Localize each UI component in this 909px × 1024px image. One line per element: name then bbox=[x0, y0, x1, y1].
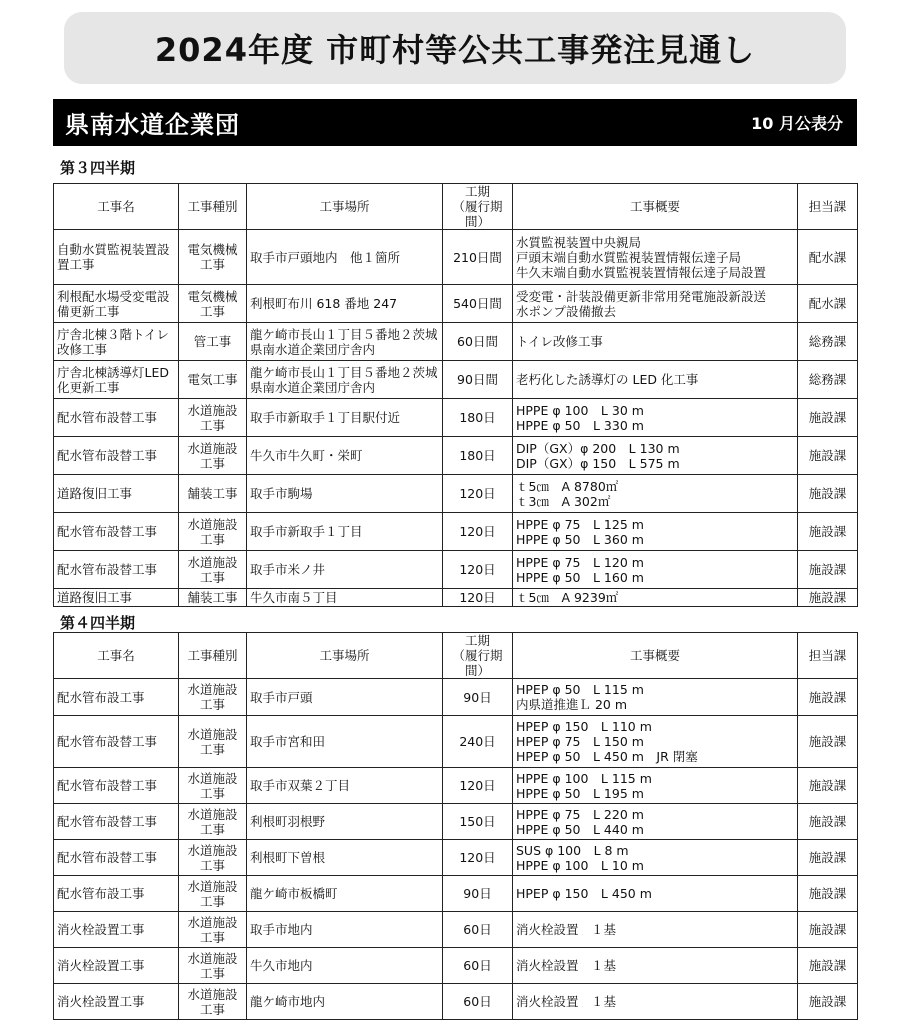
cell-dept: 施設課 bbox=[798, 475, 858, 513]
summary-line: HPPE φ 50 L 440 m bbox=[516, 821, 644, 837]
summary-line: HPEP φ 150 L 450 m bbox=[516, 886, 652, 901]
cell-name: 庁舎北棟誘導灯LED 化更新工事 bbox=[54, 361, 179, 399]
summary-line: HPPE φ 75 L 125 m bbox=[516, 516, 644, 532]
header-place: 工事場所 bbox=[247, 633, 443, 679]
cell-period: 90日 bbox=[443, 679, 513, 716]
summary-line: ｔ5㎝ A 8780㎡ bbox=[516, 478, 619, 494]
cell-period: 120日 bbox=[443, 513, 513, 551]
cell-type: 舗装工事 bbox=[179, 475, 247, 513]
cell-summary bbox=[513, 323, 798, 361]
organization-name: 県南水道企業団 bbox=[65, 111, 240, 139]
summary-line: HPPE φ 50 L 195 m bbox=[516, 785, 644, 801]
table-row bbox=[54, 840, 858, 876]
cell-dept: 総務課 bbox=[798, 361, 858, 399]
organization-bar bbox=[53, 99, 857, 146]
summary-line: 受変電・計装設備更新非常用発電施設新設送 bbox=[516, 288, 767, 304]
table-row bbox=[54, 716, 858, 768]
cell-period: 60日間 bbox=[443, 323, 513, 361]
summary-line: HPPE φ 50 L 160 m bbox=[516, 569, 644, 585]
cell-period: 150日 bbox=[443, 804, 513, 840]
summary-line: HPPE φ 75 L 220 m bbox=[516, 806, 644, 822]
table-row bbox=[54, 768, 858, 804]
cell-type: 水道施設工事 bbox=[179, 679, 247, 716]
table-row bbox=[54, 804, 858, 840]
cell-name: 庁舎北棟３階トイレ改修工事 bbox=[54, 323, 179, 361]
summary-line: 消火栓設置 １基 bbox=[516, 958, 617, 973]
cell-name: 消火栓設置工事 bbox=[54, 984, 179, 1020]
header-summary: 工事概要 bbox=[513, 633, 798, 679]
cell-type: 水道施設工事 bbox=[179, 912, 247, 948]
cell-place: 龍ケ崎市長山１丁目５番地２茨城県南水道企業団庁舎内 bbox=[247, 323, 443, 361]
summary-line: 内県道推進Ｌ 20 m bbox=[516, 697, 628, 712]
cell-place: 取手市駒場 bbox=[247, 475, 443, 513]
cell-place: 牛久市地内 bbox=[247, 948, 443, 984]
header-place: 工事場所 bbox=[247, 184, 443, 230]
table-row bbox=[54, 589, 858, 607]
cell-type: 舗装工事 bbox=[179, 589, 247, 607]
cell-type: 水道施設工事 bbox=[179, 399, 247, 437]
cell-period: 240日 bbox=[443, 716, 513, 768]
summary-line: ｔ3㎝ A 302㎡ bbox=[516, 493, 611, 509]
cell-name: 道路復旧工事 bbox=[54, 589, 179, 607]
cell-type: 水道施設工事 bbox=[179, 984, 247, 1020]
header-dept: 担当課 bbox=[798, 184, 858, 230]
cell-name: 配水管布設替工事 bbox=[54, 804, 179, 840]
cell-name: 消火栓設置工事 bbox=[54, 948, 179, 984]
table-row bbox=[54, 361, 858, 399]
cell-summary bbox=[513, 840, 798, 876]
cell-summary bbox=[513, 948, 798, 984]
cell-dept: 総務課 bbox=[798, 323, 858, 361]
cell-period: 60日 bbox=[443, 948, 513, 984]
cell-period: 210日間 bbox=[443, 230, 513, 285]
cell-summary bbox=[513, 437, 798, 475]
cell-dept: 施設課 bbox=[798, 513, 858, 551]
cell-place: 取手市宮和田 bbox=[247, 716, 443, 768]
header-name: 工事名 bbox=[54, 184, 179, 230]
cell-dept: 施設課 bbox=[798, 876, 858, 912]
cell-period: 120日 bbox=[443, 475, 513, 513]
header-summary: 工事概要 bbox=[513, 184, 798, 230]
summary-line: SUS φ 100 L 8 m bbox=[516, 842, 629, 858]
table-row bbox=[54, 437, 858, 475]
cell-place: 取手市双葉２丁目 bbox=[247, 768, 443, 804]
cell-place: 取手市地内 bbox=[247, 912, 443, 948]
cell-period: 120日 bbox=[443, 840, 513, 876]
cell-type: 水道施設工事 bbox=[179, 840, 247, 876]
table-row bbox=[54, 912, 858, 948]
table-row bbox=[54, 984, 858, 1020]
table-row bbox=[54, 399, 858, 437]
cell-name: 道路復旧工事 bbox=[54, 475, 179, 513]
cell-place: 利根町下曽根 bbox=[247, 840, 443, 876]
header-name: 工事名 bbox=[54, 633, 179, 679]
summary-line: HPPE φ 75 L 120 m bbox=[516, 554, 644, 570]
cell-period: 60日 bbox=[443, 984, 513, 1020]
cell-dept: 施設課 bbox=[798, 804, 858, 840]
table-q4 bbox=[53, 632, 858, 1020]
cell-place: 龍ケ崎市板橋町 bbox=[247, 876, 443, 912]
cell-place: 取手市新取手１丁目 bbox=[247, 513, 443, 551]
header-period: 工期 （履行期間） bbox=[443, 184, 513, 230]
cell-type: 水道施設工事 bbox=[179, 437, 247, 475]
summary-line: 消火栓設置 １基 bbox=[516, 994, 617, 1009]
cell-dept: 施設課 bbox=[798, 589, 858, 607]
cell-dept: 施設課 bbox=[798, 399, 858, 437]
table-row bbox=[54, 285, 858, 323]
cell-summary bbox=[513, 285, 798, 323]
cell-type: 水道施設工事 bbox=[179, 716, 247, 768]
summary-line: HPEP φ 50 L 115 m bbox=[516, 682, 644, 697]
cell-place: 利根町羽根野 bbox=[247, 804, 443, 840]
cell-summary bbox=[513, 513, 798, 551]
cell-name: 配水管布設替工事 bbox=[54, 551, 179, 589]
header-dept: 担当課 bbox=[798, 633, 858, 679]
table-row bbox=[54, 513, 858, 551]
table-row bbox=[54, 876, 858, 912]
table-q3 bbox=[53, 183, 858, 607]
cell-name: 利根配水場受変電設備更新工事 bbox=[54, 285, 179, 323]
section-label-q4: 第４四半期 bbox=[60, 614, 136, 632]
table-row bbox=[54, 230, 858, 285]
summary-line: DIP（GX）φ 200 L 130 m bbox=[516, 440, 680, 456]
cell-summary bbox=[513, 768, 798, 804]
summary-line: HPEP φ 50 L 450 m JR 閉塞 bbox=[516, 749, 698, 764]
cell-name: 配水管布設替工事 bbox=[54, 840, 179, 876]
header-type: 工事種別 bbox=[179, 633, 247, 679]
cell-place: 牛久市南５丁目 bbox=[247, 589, 443, 607]
cell-name: 配水管布設工事 bbox=[54, 876, 179, 912]
cell-summary bbox=[513, 716, 798, 768]
summary-line: トイレ改修工事 bbox=[516, 334, 603, 349]
cell-type: 管工事 bbox=[179, 323, 247, 361]
cell-period: 60日 bbox=[443, 912, 513, 948]
cell-place: 牛久市牛久町・栄町 bbox=[247, 437, 443, 475]
cell-summary bbox=[513, 679, 798, 716]
table-row bbox=[54, 551, 858, 589]
header-period: 工期 （履行期間） bbox=[443, 633, 513, 679]
cell-type: 水道施設工事 bbox=[179, 551, 247, 589]
cell-type: 電気工事 bbox=[179, 361, 247, 399]
cell-dept: 施設課 bbox=[798, 679, 858, 716]
cell-period: 180日 bbox=[443, 399, 513, 437]
cell-dept: 施設課 bbox=[798, 912, 858, 948]
table-row bbox=[54, 475, 858, 513]
table-header bbox=[54, 633, 858, 679]
summary-line: HPPE φ 50 L 360 m bbox=[516, 531, 644, 547]
cell-name: 配水管布設替工事 bbox=[54, 716, 179, 768]
summary-line: 水質監視装置中央親局 bbox=[516, 234, 642, 250]
cell-name: 配水管布設替工事 bbox=[54, 399, 179, 437]
cell-summary bbox=[513, 876, 798, 912]
summary-line: HPPE φ 100 L 10 m bbox=[516, 857, 644, 873]
summary-line: HPEP φ 150 L 110 m bbox=[516, 719, 652, 734]
summary-line: 老朽化した誘導灯の LED 化工事 bbox=[516, 372, 699, 387]
cell-type: 水道施設工事 bbox=[179, 513, 247, 551]
cell-summary bbox=[513, 399, 798, 437]
summary-line: HPPE φ 50 L 330 m bbox=[516, 417, 644, 433]
cell-dept: 配水課 bbox=[798, 230, 858, 285]
cell-name: 配水管布設替工事 bbox=[54, 513, 179, 551]
cell-dept: 施設課 bbox=[798, 437, 858, 475]
cell-place: 龍ケ崎市長山１丁目５番地２茨城県南水道企業団庁舎内 bbox=[247, 361, 443, 399]
cell-summary bbox=[513, 912, 798, 948]
summary-line: 水ポンプ設備撤去 bbox=[516, 303, 617, 319]
cell-period: 120日 bbox=[443, 589, 513, 607]
cell-type: 水道施設工事 bbox=[179, 876, 247, 912]
cell-name: 配水管布設替工事 bbox=[54, 768, 179, 804]
cell-summary bbox=[513, 475, 798, 513]
cell-dept: 施設課 bbox=[798, 768, 858, 804]
page-title: 2024年度 市町村等公共工事発注見通し bbox=[64, 12, 846, 84]
table-header bbox=[54, 184, 858, 230]
cell-dept: 配水課 bbox=[798, 285, 858, 323]
summary-line: HPPE φ 100 L 30 m bbox=[516, 402, 644, 418]
cell-period: 90日 bbox=[443, 876, 513, 912]
cell-period: 120日 bbox=[443, 551, 513, 589]
cell-type: 電気機械工事 bbox=[179, 230, 247, 285]
cell-type: 水道施設工事 bbox=[179, 768, 247, 804]
table-row bbox=[54, 948, 858, 984]
cell-dept: 施設課 bbox=[798, 984, 858, 1020]
cell-type: 水道施設工事 bbox=[179, 948, 247, 984]
summary-line: 戸頭末端自動水質監視装置情報伝達子局 bbox=[516, 249, 742, 265]
cell-place: 取手市戸頭地内 他１箇所 bbox=[247, 230, 443, 285]
cell-period: 540日間 bbox=[443, 285, 513, 323]
summary-line: DIP（GX）φ 150 L 575 m bbox=[516, 455, 680, 471]
cell-period: 180日 bbox=[443, 437, 513, 475]
cell-summary bbox=[513, 551, 798, 589]
cell-place: 龍ケ崎市地内 bbox=[247, 984, 443, 1020]
summary-line: 牛久末端自動水質監視装置情報伝達子局設置 bbox=[516, 264, 767, 280]
header-type: 工事種別 bbox=[179, 184, 247, 230]
cell-dept: 施設課 bbox=[798, 551, 858, 589]
section-label-q3: 第３四半期 bbox=[60, 159, 136, 177]
table-row bbox=[54, 323, 858, 361]
cell-summary bbox=[513, 589, 798, 607]
cell-dept: 施設課 bbox=[798, 840, 858, 876]
release-label: 10 月公表分 bbox=[751, 114, 843, 133]
cell-dept: 施設課 bbox=[798, 716, 858, 768]
cell-name: 配水管布設替工事 bbox=[54, 437, 179, 475]
cell-type: 水道施設工事 bbox=[179, 804, 247, 840]
cell-place: 取手市米ノ井 bbox=[247, 551, 443, 589]
cell-name: 自動水質監視装置設置工事 bbox=[54, 230, 179, 285]
cell-place: 利根町布川 618 番地 247 bbox=[247, 285, 443, 323]
table-row bbox=[54, 679, 858, 716]
cell-period: 90日間 bbox=[443, 361, 513, 399]
cell-place: 取手市新取手１丁目駅付近 bbox=[247, 399, 443, 437]
cell-type: 電気機械工事 bbox=[179, 285, 247, 323]
summary-line: 消火栓設置 １基 bbox=[516, 922, 617, 937]
cell-name: 配水管布設工事 bbox=[54, 679, 179, 716]
summary-line: ｔ5㎝ A 9239㎡ bbox=[516, 590, 619, 605]
cell-dept: 施設課 bbox=[798, 948, 858, 984]
cell-summary bbox=[513, 230, 798, 285]
cell-summary bbox=[513, 984, 798, 1020]
cell-summary bbox=[513, 361, 798, 399]
cell-period: 120日 bbox=[443, 768, 513, 804]
cell-name: 消火栓設置工事 bbox=[54, 912, 179, 948]
cell-place: 取手市戸頭 bbox=[247, 679, 443, 716]
summary-line: HPEP φ 75 L 150 m bbox=[516, 734, 644, 749]
summary-line: HPPE φ 100 L 115 m bbox=[516, 770, 652, 786]
cell-summary bbox=[513, 804, 798, 840]
